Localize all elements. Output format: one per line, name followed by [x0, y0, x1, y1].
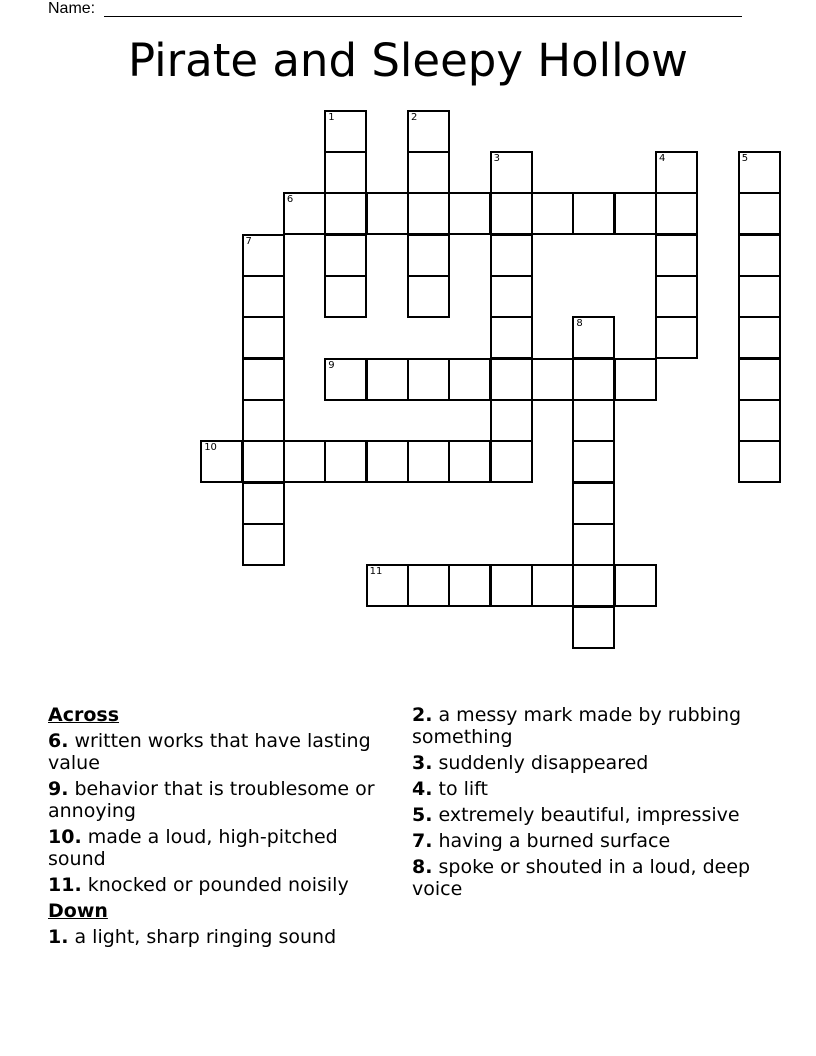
- grid-cell[interactable]: [324, 440, 367, 483]
- grid-cell[interactable]: [324, 358, 367, 401]
- grid-cell[interactable]: [324, 234, 367, 277]
- across-heading: Across: [48, 704, 120, 726]
- across-clue: [48, 778, 388, 822]
- grid-cell[interactable]: [242, 316, 285, 359]
- grid-cell[interactable]: [407, 110, 450, 153]
- grid-cell[interactable]: [242, 234, 285, 277]
- down-clue: [412, 752, 752, 774]
- grid-cell[interactable]: [572, 606, 615, 649]
- grid-cell[interactable]: [242, 399, 285, 442]
- clue-text: suddenly disappeared: [438, 752, 649, 774]
- clue-number: 8.: [412, 856, 433, 878]
- grid-cell[interactable]: [324, 192, 367, 235]
- grid-cell[interactable]: [407, 358, 450, 401]
- grid-cell[interactable]: [655, 192, 698, 235]
- clue-number: 10.: [48, 826, 82, 848]
- grid-cell[interactable]: [655, 316, 698, 359]
- clue-text: a messy mark made by rubbing something: [412, 704, 742, 748]
- grid-cell[interactable]: [490, 234, 533, 277]
- clue-number: 7.: [412, 830, 433, 852]
- cell-number: 9: [328, 359, 335, 371]
- grid-cell[interactable]: [242, 440, 285, 483]
- down-clue: [412, 856, 752, 900]
- grid-cell[interactable]: [490, 275, 533, 318]
- grid-cell[interactable]: [531, 358, 574, 401]
- grid-cell[interactable]: [655, 151, 698, 194]
- clue-text: extremely beautiful, impressive: [438, 804, 740, 826]
- grid-cell[interactable]: [324, 275, 367, 318]
- grid-cell[interactable]: [448, 440, 491, 483]
- grid-cell[interactable]: [324, 151, 367, 194]
- down-clue: [412, 778, 752, 800]
- grid-cell[interactable]: [572, 523, 615, 566]
- grid-cell[interactable]: [490, 151, 533, 194]
- clue-number: 6.: [48, 730, 69, 752]
- grid-cell[interactable]: [490, 358, 533, 401]
- clue-number: 1.: [48, 926, 69, 948]
- grid-cell[interactable]: [738, 192, 781, 235]
- clue-text: made a loud, high-pitched sound: [48, 826, 338, 870]
- grid-cell[interactable]: [572, 399, 615, 442]
- grid-cell[interactable]: [531, 564, 574, 607]
- grid-cell[interactable]: [738, 316, 781, 359]
- grid-cell[interactable]: [738, 358, 781, 401]
- grid-cell[interactable]: [448, 564, 491, 607]
- clue-text: knocked or pounded noisily: [87, 874, 349, 896]
- grid-cell[interactable]: [242, 523, 285, 566]
- grid-cell[interactable]: [738, 275, 781, 318]
- grid-cell[interactable]: [407, 275, 450, 318]
- clue-text: to lift: [438, 778, 488, 800]
- grid-cell[interactable]: [738, 234, 781, 277]
- grid-cell[interactable]: [366, 358, 409, 401]
- cell-number: 11: [369, 566, 383, 578]
- grid-cell[interactable]: [366, 440, 409, 483]
- grid-cell[interactable]: [738, 399, 781, 442]
- cell-number: 6: [286, 194, 294, 206]
- name-label: Name:: [48, 0, 96, 17]
- grid-cell[interactable]: [572, 358, 615, 401]
- clue-text: written works that have lasting value: [48, 730, 371, 774]
- clue-number: 3.: [412, 752, 433, 774]
- grid-cell[interactable]: [738, 151, 781, 194]
- grid-cell[interactable]: [407, 440, 450, 483]
- grid-cell[interactable]: [490, 564, 533, 607]
- grid-cell[interactable]: [655, 275, 698, 318]
- grid-cell[interactable]: [490, 399, 533, 442]
- clue-number: 2.: [412, 704, 433, 726]
- cell-number: 3: [493, 152, 501, 164]
- grid-cell[interactable]: [738, 440, 781, 483]
- cell-number: 2: [410, 111, 418, 123]
- grid-cell[interactable]: [283, 440, 326, 483]
- across-clue: [48, 874, 388, 896]
- cell-number: 7: [245, 235, 252, 247]
- down-clue: [412, 804, 752, 826]
- grid-cell[interactable]: [366, 564, 409, 607]
- grid-cell[interactable]: [572, 440, 615, 483]
- clue-number: 9.: [48, 778, 69, 800]
- grid-cell[interactable]: [614, 192, 657, 235]
- grid-cell[interactable]: [490, 440, 533, 483]
- across-clue: [48, 826, 388, 870]
- clue-text: spoke or shouted in a loud, deep voice: [412, 856, 751, 900]
- down-clue: [412, 830, 752, 852]
- clue-text: a light, sharp ringing sound: [74, 926, 337, 948]
- grid-cell[interactable]: [324, 110, 367, 153]
- cell-number: 10: [204, 442, 217, 454]
- down-clue: [48, 926, 388, 948]
- grid-cell[interactable]: [242, 358, 285, 401]
- grid-cell[interactable]: [490, 192, 533, 235]
- down-clue: [412, 704, 752, 748]
- grid-cell[interactable]: [614, 564, 657, 607]
- grid-cell[interactable]: [283, 192, 326, 235]
- grid-cell[interactable]: [572, 192, 615, 235]
- across-clue: [48, 730, 388, 774]
- cell-number: 5: [741, 152, 749, 164]
- grid-cell[interactable]: [448, 358, 491, 401]
- grid-cell[interactable]: [655, 234, 698, 277]
- clue-number: 11.: [48, 874, 82, 896]
- clue-number: 4.: [412, 778, 433, 800]
- clues-right-column: [412, 704, 752, 904]
- puzzle-title: Pirate and Sleepy Hollow: [128, 34, 688, 87]
- grid-cell[interactable]: [490, 316, 533, 359]
- cell-number: 1: [328, 111, 335, 123]
- grid-cell[interactable]: [614, 358, 657, 401]
- grid-cell[interactable]: [242, 482, 285, 525]
- clue-text: behavior that is troublesome or annoying: [48, 778, 375, 822]
- grid-cell[interactable]: [572, 482, 615, 525]
- down-heading: Down: [48, 900, 108, 922]
- grid-cell[interactable]: [572, 564, 615, 607]
- grid-cell[interactable]: [407, 564, 450, 607]
- grid-cell[interactable]: [242, 275, 285, 318]
- grid-cell[interactable]: [407, 234, 450, 277]
- grid-cell[interactable]: [366, 192, 409, 235]
- grid-cell[interactable]: [200, 440, 243, 483]
- cell-number: 8: [576, 318, 583, 330]
- clue-number: 5.: [412, 804, 433, 826]
- grid-cell[interactable]: [531, 192, 574, 235]
- grid-cell[interactable]: [448, 192, 491, 235]
- clues-left-column: [48, 704, 388, 952]
- grid-cell[interactable]: [407, 192, 450, 235]
- cell-number: 4: [659, 152, 666, 164]
- grid-cell[interactable]: [572, 316, 615, 359]
- grid-cell[interactable]: [407, 151, 450, 194]
- clue-text: having a burned surface: [438, 830, 671, 852]
